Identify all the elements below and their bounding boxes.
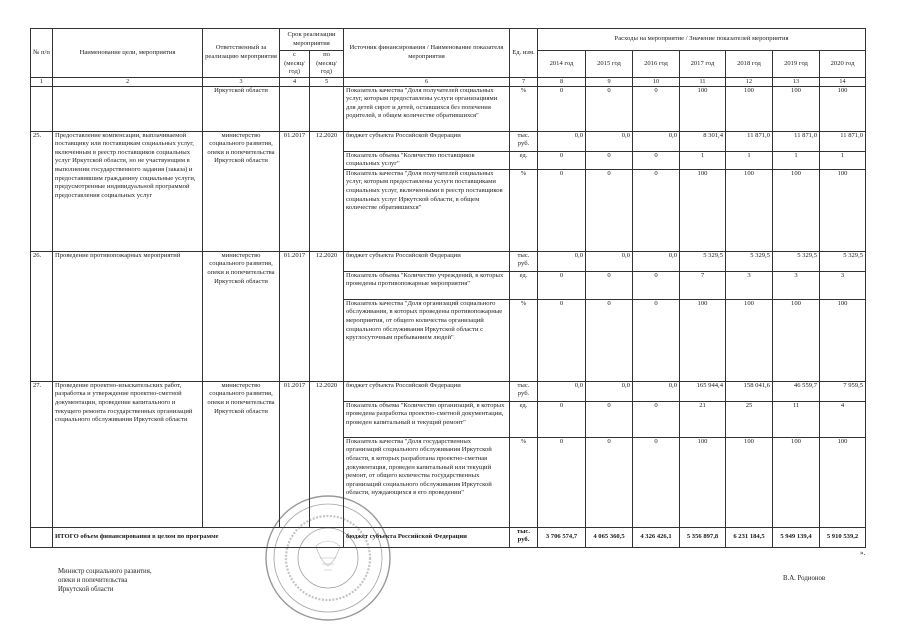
column-number: 4 — [280, 77, 310, 86]
value-cell: 0,0 — [633, 251, 680, 271]
source-cell: Показатель объема "Количество организаций, в которых проведена разработка проектно-сметной документации, проведен капитальный и текущий ремонт" — [344, 401, 510, 437]
value-cell: 100 — [820, 169, 866, 251]
table-row — [31, 29, 866, 51]
value-cell: 0,0 — [538, 381, 586, 401]
table-row — [31, 131, 866, 151]
column-number: 6 — [344, 77, 510, 86]
value-cell: 100 — [726, 299, 773, 381]
value-cell: 100 — [680, 86, 726, 131]
item-responsible: министерство социального развития, опеки и попечительства Иркутской области — [203, 131, 280, 251]
value-cell: 11 871,0 — [726, 131, 773, 151]
value-cell: 0,0 — [633, 131, 680, 151]
header-year: 2018 год — [726, 51, 773, 78]
value-cell: 5 329,5 — [820, 251, 866, 271]
total-label: ИТОГО объем финансирования в целом по программе — [53, 527, 344, 547]
value-cell: 1 — [820, 151, 866, 169]
value-cell: 100 — [820, 86, 866, 131]
total-value: 4 326 426,1 — [633, 527, 680, 547]
column-number: 5 — [310, 77, 344, 86]
column-number: 14 — [820, 77, 866, 86]
value-cell: 100 — [773, 169, 820, 251]
table-row — [31, 381, 866, 401]
value-cell: 0 — [538, 86, 586, 131]
value-cell: 100 — [726, 437, 773, 527]
value-cell: 0 — [538, 151, 586, 169]
column-number: 9 — [586, 77, 633, 86]
column-number: 3 — [203, 77, 280, 86]
header-term: Срок реализации мероприятия — [280, 29, 344, 51]
unit-cell: ед. — [510, 401, 538, 437]
value-cell: 5 329,5 — [680, 251, 726, 271]
value-cell: 100 — [680, 437, 726, 527]
unit-cell: % — [510, 169, 538, 251]
item-term-to: 12.2020 — [310, 251, 344, 381]
source-cell: бюджет субъекта Российской Федерации — [344, 251, 510, 271]
header-year: 2015 год — [586, 51, 633, 78]
value-cell: 3 — [820, 271, 866, 299]
value-cell: 1 — [680, 151, 726, 169]
total-value: 5 910 539,2 — [820, 527, 866, 547]
unit-cell: % — [510, 437, 538, 527]
unit-cell: % — [510, 86, 538, 131]
value-cell: 1 — [726, 151, 773, 169]
value-cell: 0 — [633, 437, 680, 527]
item-term-to: 12.2020 — [310, 131, 344, 251]
value-cell: 0 — [633, 169, 680, 251]
to-cell — [310, 86, 344, 131]
value-cell: 5 329,5 — [773, 251, 820, 271]
value-cell: 158 041,6 — [726, 381, 773, 401]
header-name: Наименование цели, мероприятия — [53, 29, 203, 78]
column-number: 1 — [31, 77, 53, 86]
value-cell: 0 — [633, 299, 680, 381]
total-source: бюджет субъекта Российской Федерации — [344, 527, 510, 547]
value-cell: 0 — [538, 169, 586, 251]
value-cell: 0 — [538, 401, 586, 437]
value-cell: 0 — [633, 151, 680, 169]
total-value: 3 706 574,7 — [538, 527, 586, 547]
value-cell: 0 — [633, 86, 680, 131]
column-number: 7 — [510, 77, 538, 86]
source-cell: бюджет субъекта Российской Федерации — [344, 381, 510, 401]
column-number: 2 — [53, 77, 203, 86]
value-cell: 3 — [726, 271, 773, 299]
item-term-from: 01.2017 — [280, 381, 310, 527]
table-row — [31, 77, 866, 86]
value-cell: 100 — [773, 299, 820, 381]
item-term-from: 01.2017 — [280, 131, 310, 251]
total-value: 5 949 139,4 — [773, 527, 820, 547]
value-cell: 0,0 — [586, 381, 633, 401]
value-cell: 0 — [586, 169, 633, 251]
total-value: 4 065 360,5 — [586, 527, 633, 547]
unit-cell: ед. — [510, 151, 538, 169]
minister-title: Министр социального развития, опеки и попечительства Иркутской области — [58, 568, 152, 594]
value-cell: 8 301,4 — [680, 131, 726, 151]
responsible-cell: Иркутской области — [203, 86, 280, 131]
item-term-to: 12.2020 — [310, 381, 344, 527]
header-year: 2016 год — [633, 51, 680, 78]
indicator-cell: Показатель качества "Доля получателей социальных услуг, которым предоставлены услуги организациями для детей сирот и детей, оставшихся без попечения родителей, в общем количестве обратившихся" — [344, 86, 510, 131]
value-cell: 0 — [586, 401, 633, 437]
source-cell: бюджет субъекта Российской Федерации — [344, 131, 510, 151]
value-cell: 11 — [773, 401, 820, 437]
value-cell: 165 944,4 — [680, 381, 726, 401]
column-number: 13 — [773, 77, 820, 86]
value-cell: 1 — [773, 151, 820, 169]
item-number: 25. — [31, 131, 53, 251]
item-name: Предоставление компенсации, выплачиваемой поставщику или поставщикам социальных услуг, включенным в реестр поставщиков социальных услуг Иркутской области, но не участвующим в выполнении государственного задания (заказа) и предоставившим гражданину социальные услуги, предусмотренные индивидуальной программой предоставления социальных услуг — [53, 131, 203, 251]
source-cell: Показатель качества "Доля получателей социальных услуг, которым предоставлены услуги поставщиками социальных услуг, включенными в реестр поставщиков социальных услуг Иркутской области, в общем количестве обратившихся" — [344, 169, 510, 251]
column-number: 10 — [633, 77, 680, 86]
header-expenses: Расходы на мероприятие / Значение показателей мероприятия — [538, 29, 866, 51]
from-cell — [280, 86, 310, 131]
header-source: Источник финансирования / Наименование показателя мероприятия — [344, 29, 510, 78]
header-year: 2014 год — [538, 51, 586, 78]
item-number: 26. — [31, 251, 53, 381]
name-cell — [53, 86, 203, 131]
value-cell: 7 959,5 — [820, 381, 866, 401]
value-cell: 100 — [726, 86, 773, 131]
page-mark: ». — [860, 549, 866, 557]
value-cell: 0,0 — [586, 131, 633, 151]
value-cell: 7 — [680, 271, 726, 299]
unit-cell: ед. — [510, 271, 538, 299]
column-number: 12 — [726, 77, 773, 86]
value-cell: 0 — [586, 437, 633, 527]
value-cell: 0,0 — [538, 131, 586, 151]
item-name: Проведение противопожарных мероприятий — [53, 251, 203, 381]
table-row — [31, 251, 866, 271]
column-number: 8 — [538, 77, 586, 86]
value-cell: 0 — [538, 271, 586, 299]
header-year: 2017 год — [680, 51, 726, 78]
value-cell: 0,0 — [586, 251, 633, 271]
value-cell: 0 — [538, 299, 586, 381]
unit-cell: тыс. руб. — [510, 131, 538, 151]
value-cell: 0 — [633, 401, 680, 437]
item-number: 27. — [31, 381, 53, 527]
value-cell: 100 — [773, 86, 820, 131]
source-cell: Показатель объема "Количество поставщиков социальных услуг" — [344, 151, 510, 169]
unit-cell: тыс. руб. — [510, 381, 538, 401]
value-cell: 11 871,0 — [773, 131, 820, 151]
header-year: 2019 год — [773, 51, 820, 78]
value-cell: 100 — [773, 437, 820, 527]
item-name: Проведение проектно-изыскательских работ, разработка и утверждение проектно-сметной документации, проведение капитального и текущего ремонта государственных организаций социального обслуживания Иркутской области — [53, 381, 203, 527]
value-cell: 0 — [586, 86, 633, 131]
source-cell: Показатель объема "Количество учреждений, в которых проведены противопожарные мероприятия" — [344, 271, 510, 299]
value-cell: 25 — [726, 401, 773, 437]
value-cell: 11 871,0 — [820, 131, 866, 151]
column-number: 11 — [680, 77, 726, 86]
unit-cell: тыс. руб. — [510, 251, 538, 271]
source-cell: Показатель качества "Доля государственных организаций социального обслуживания Иркутской области, в которых разработана проектно-сметная документация, проведен капитальный или текущий ремонт, от общего количества государственных организаций социального обслуживания Иркутской области, нуждающихся в его проведении" — [344, 437, 510, 527]
value-cell: 0 — [586, 151, 633, 169]
value-cell: 0 — [538, 437, 586, 527]
value-cell: 100 — [680, 169, 726, 251]
measures-table — [30, 28, 866, 548]
value-cell: 100 — [726, 169, 773, 251]
value-cell: 0 — [586, 271, 633, 299]
table-row — [31, 86, 866, 131]
item-responsible: министерство социального развития, опеки и попечительства Иркутской области — [203, 251, 280, 381]
total-unit: тыс. руб. — [510, 527, 538, 547]
signer-name: В.А. Родионов — [783, 575, 826, 582]
item-term-from: 01.2017 — [280, 251, 310, 381]
header-num: № п/п — [31, 29, 53, 78]
header-unit: Ед. изм. — [510, 29, 538, 78]
total-value: 5 356 897,8 — [680, 527, 726, 547]
header-year: 2020 год — [820, 51, 866, 78]
value-cell: 100 — [820, 299, 866, 381]
total-value: 6 231 184,5 — [726, 527, 773, 547]
value-cell: 4 — [820, 401, 866, 437]
value-cell: 0 — [586, 299, 633, 381]
header-responsible: Ответственный за реализацию мероприятия — [203, 29, 280, 78]
unit-cell: % — [510, 299, 538, 381]
source-cell: Показатель качества "Доля организаций социального обслуживания, в которых проведены противопожарные мероприятия, от общего количества организаций социального обслуживания Иркутской области с круглосуточным пребыванием людей" — [344, 299, 510, 381]
value-cell: 0,0 — [538, 251, 586, 271]
value-cell: 5 329,5 — [726, 251, 773, 271]
header-term-to: по (месяц/год) — [310, 51, 344, 78]
value-cell: 0 — [633, 271, 680, 299]
value-cell: 100 — [680, 299, 726, 381]
value-cell: 0,0 — [633, 381, 680, 401]
value-cell: 100 — [820, 437, 866, 527]
value-cell: 21 — [680, 401, 726, 437]
value-cell: 3 — [773, 271, 820, 299]
item-responsible: министерство социального развития, опеки и попечительства Иркутской области — [203, 381, 280, 527]
header-term-from: с (месяц/год) — [280, 51, 310, 78]
num-cell — [31, 527, 53, 547]
num-cell — [31, 86, 53, 131]
value-cell: 46 559,7 — [773, 381, 820, 401]
table-row — [31, 527, 866, 547]
